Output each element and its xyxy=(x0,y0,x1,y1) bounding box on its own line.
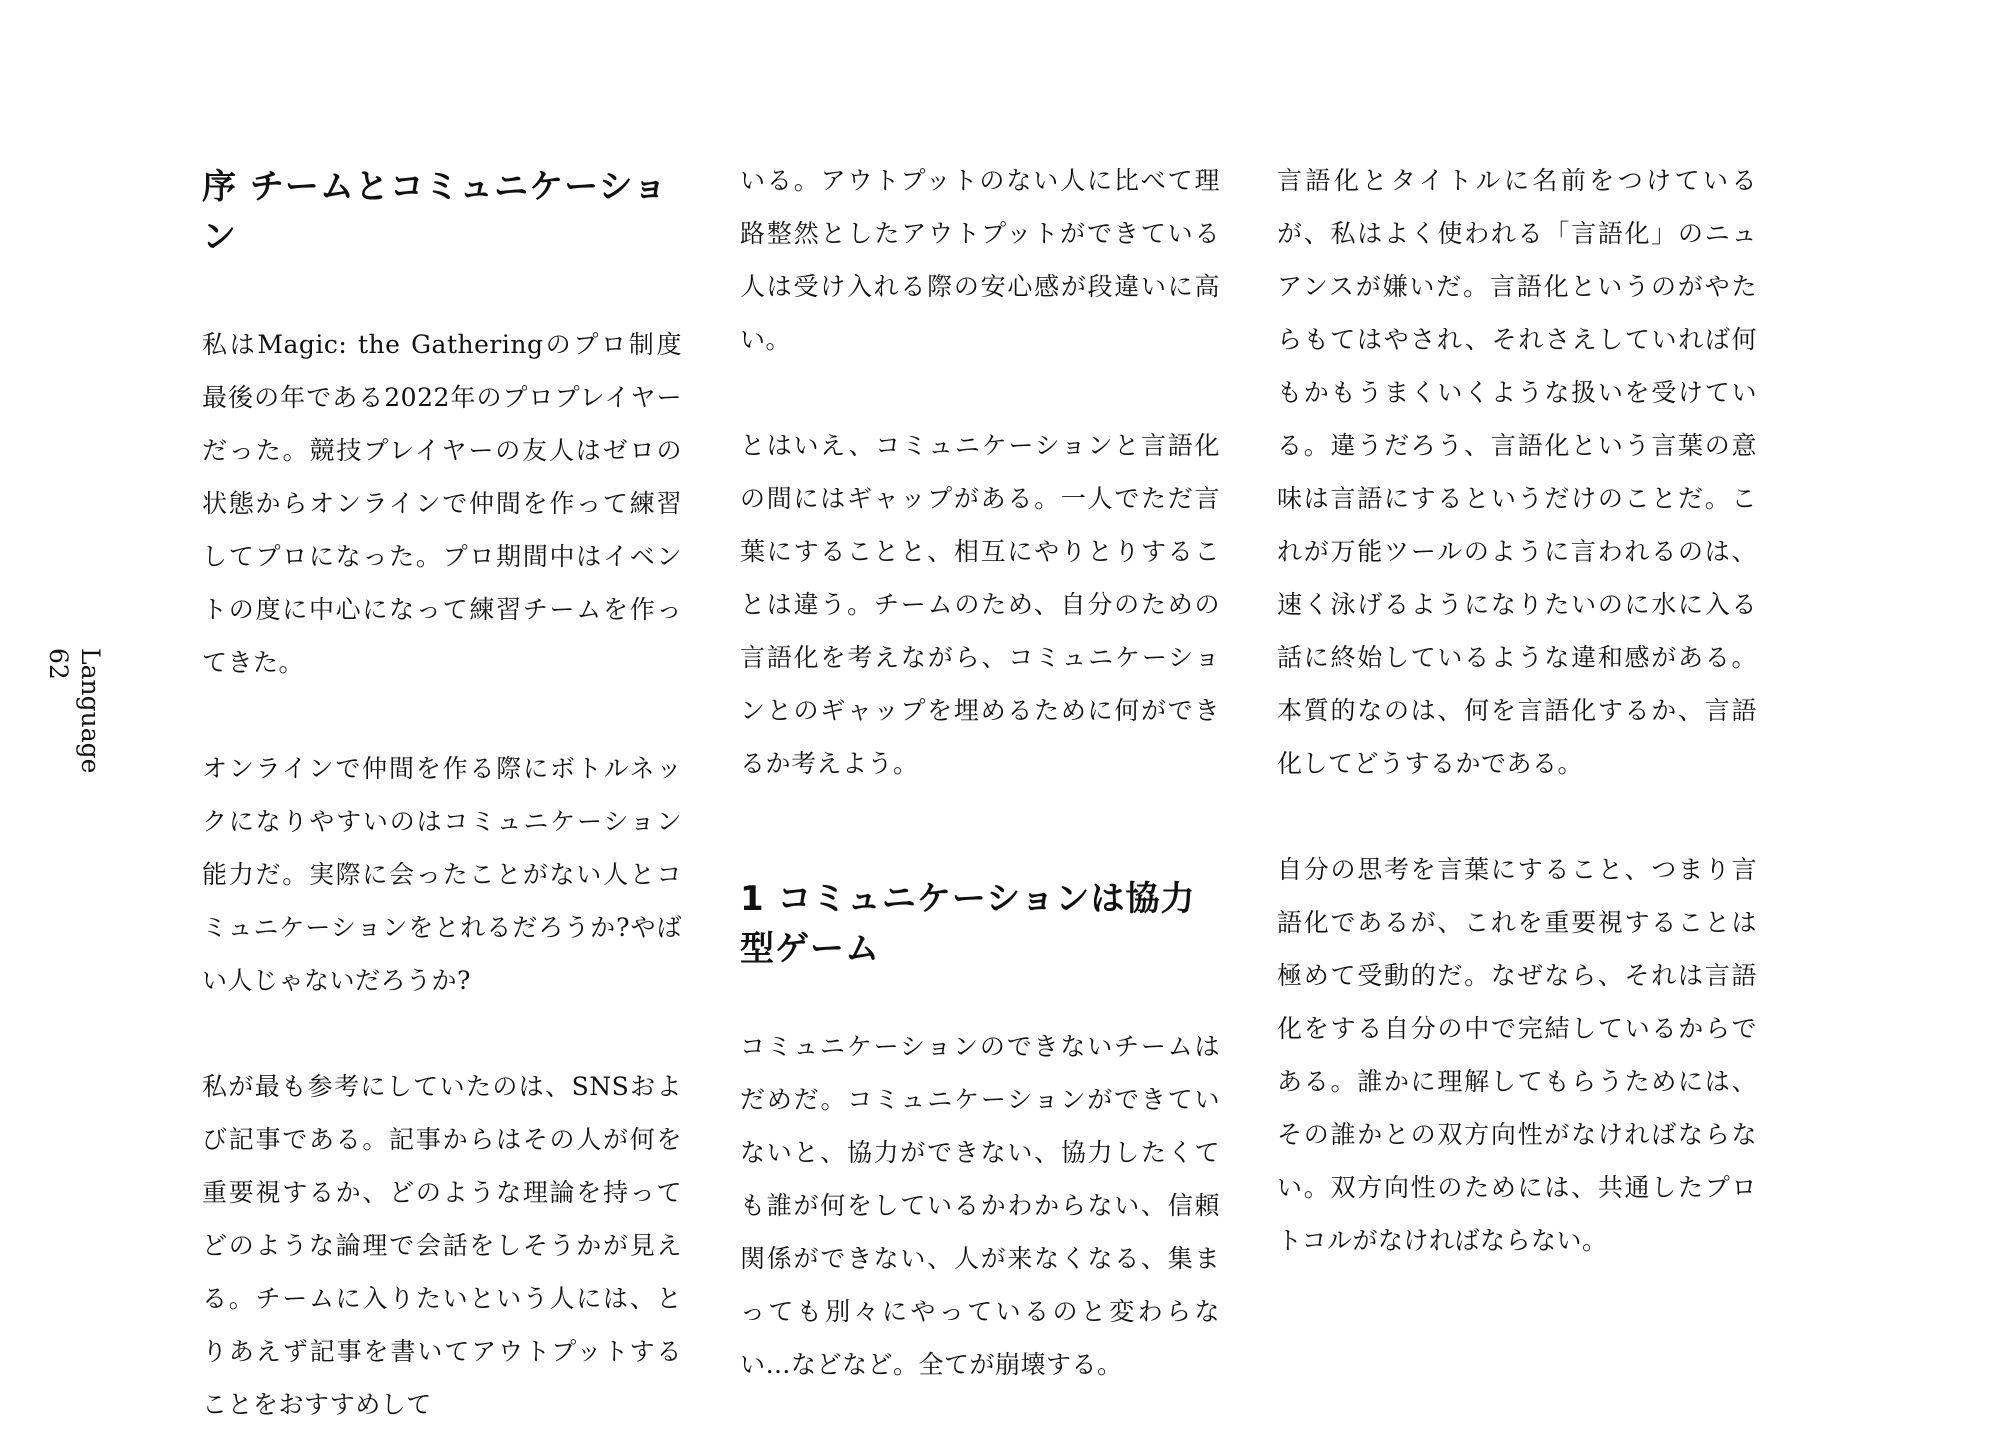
section-heading-intro: 序 チームとコミュニケーション xyxy=(202,167,668,257)
paragraph: 言語化とタイトルに名前をつけているが、私はよく使われる「言語化」のニュアンスが嫌いだ。言語化というのがやたらもてはやされ、それさえしていれば何もかもうまくいくような扱いを受けている。違うだろう、言語化という言葉の意味は言語にするというだけのことだ。これが万能ツールのように言われるのは、速く泳げるようになりたいのに水に入る話に終始しているような違和感がある。本質的なのは、何を言語化するか、言語化してどうするかである。 xyxy=(1277,166,1757,778)
column-2 xyxy=(740,154,1220,1391)
paragraph: オンラインで仲間を作る際にボトルネックになりやすいのはコミュニケーション能力だ。実際に会ったことがない人とコミュニケーションをとれるだろうか?やばい人じゃないだろうか? xyxy=(202,754,682,995)
page-number: 62 xyxy=(44,648,73,680)
paragraph: 私はMagic: the Gatheringのプロ制度最後の年である2022年のプロプレイヤーだった。競技プレイヤーの友人はゼロの状態からオンラインで仲間を作って練習してプロになった。プロ期間中はイベントの度に中心になって練習チームを作ってきた。 xyxy=(202,330,682,677)
running-head-title: Language xyxy=(76,648,105,774)
paragraph: とはいえ、コミュニケーションと言語化の間にはギャップがある。一人でただ言葉にすることと、相互にやりとりすることは違う。チームのため、自分のための言語化を考えながら、コミュニケーションとのギャップを埋めるために何ができるか考えよう。 xyxy=(740,431,1220,778)
column-1 xyxy=(202,154,682,1431)
paragraph: 私が最も参考にしていたのは、SNSおよび記事である。記事からはその人が何を重要視するか、どのような理論を持ってどのような論理で会話をしそうかが見える。チームに入りたいという人には、とりあえず記事を書いてアウトプットすることをおすすめして xyxy=(202,1072,682,1419)
running-head xyxy=(42,648,106,773)
column-3 xyxy=(1277,154,1757,1267)
paragraph: コミュニケーションのできないチームはだめだ。コミュニケーションができていないと、協力ができない、協力したくても誰が何をしているかわからない、信頼関係ができない、人が来なくなる、集まっても別々にやっているのと変わらない…などなど。全てが崩壊する。 xyxy=(740,1032,1220,1379)
paragraph: いる。アウトプットのない人に比べて理路整然としたアウトプットができている人は受け入れる際の安心感が段違いに高い。 xyxy=(740,166,1220,354)
section-heading-1: 1 コミュニケーションは協力型ゲーム xyxy=(740,879,1196,969)
paragraph: 自分の思考を言葉にすること、つまり言語化であるが、これを重要視することは極めて受動的だ。なぜなら、それは言語化をする自分の中で完結しているからである。誰かに理解してもらうためには、その誰かとの双方向性がなければならない。双方向性のためには、共通したプロトコルがなければならない。 xyxy=(1277,855,1757,1255)
